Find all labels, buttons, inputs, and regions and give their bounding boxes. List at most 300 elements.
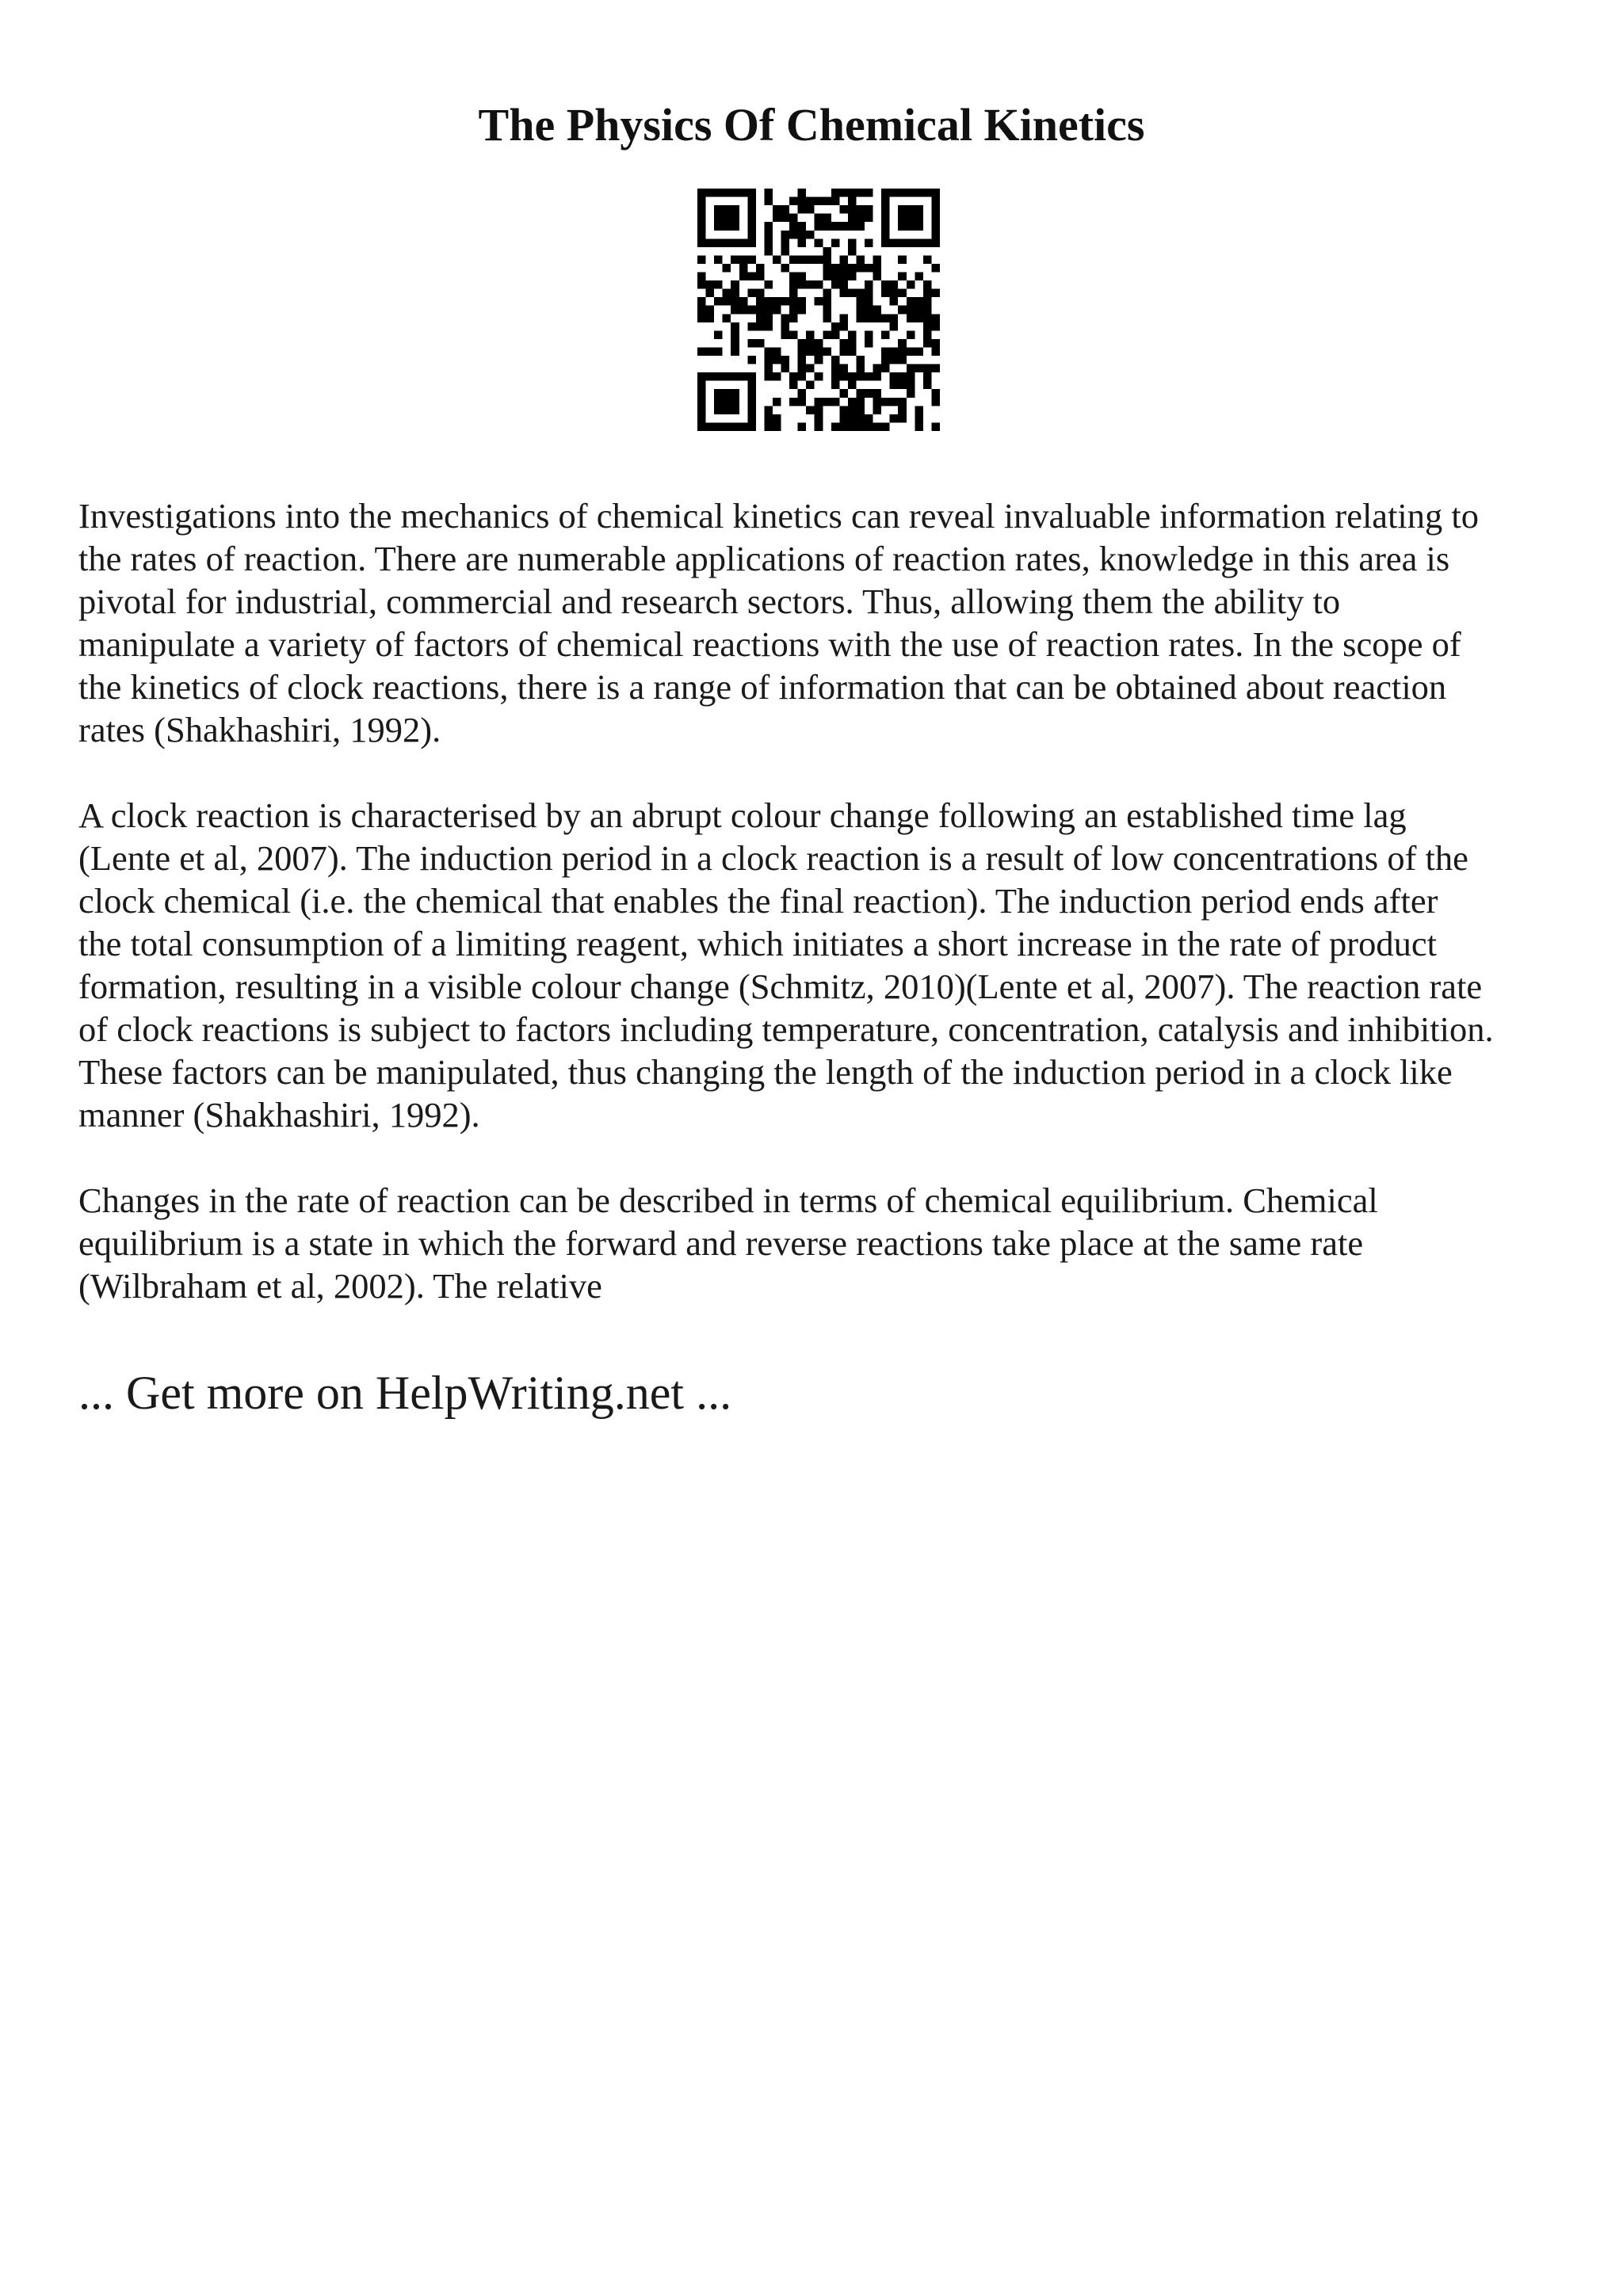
qr-module: [823, 273, 831, 281]
qr-module: [931, 222, 940, 231]
qr-module: [764, 197, 773, 206]
qr-module: [873, 264, 882, 273]
qr-module: [865, 214, 873, 223]
qr-module: [747, 205, 756, 214]
qr-module: [890, 289, 899, 298]
qr-module: [881, 347, 890, 356]
qr-module: [798, 297, 807, 306]
qr-module: [890, 314, 899, 322]
qr-module: [697, 381, 706, 390]
qr-module: [773, 414, 781, 423]
qr-module: [923, 238, 932, 247]
qr-module: [731, 205, 739, 214]
qr-module: [697, 297, 706, 306]
qr-module: [739, 238, 748, 247]
qr-module: [815, 214, 823, 223]
qr-module: [865, 306, 873, 315]
qr-module: [697, 214, 706, 223]
qr-module: [865, 330, 873, 339]
qr-module: [865, 314, 873, 322]
qr-module: [831, 322, 840, 331]
qr-module: [890, 414, 899, 423]
text-line: formation, resulting in a visible colour change (Schmitz, 2010)(Lente et al, 2007). The reaction rate: [78, 967, 1483, 1006]
qr-module: [773, 347, 781, 356]
qr-module: [931, 364, 940, 373]
text-line: These factors can be manipulated, thus changing the length of the induction period in a clock like: [78, 1052, 1453, 1092]
qr-module: [806, 330, 815, 339]
qr-module: [839, 347, 848, 356]
qr-module: [823, 255, 831, 264]
qr-module: [856, 297, 865, 306]
qr-module: [898, 289, 907, 298]
text-line: manipulate a variety of factors of chemical reactions with the use of reaction rates. In the scope of: [78, 624, 1461, 664]
qr-module: [714, 372, 723, 381]
qr-module: [764, 297, 773, 306]
qr-module: [773, 214, 781, 223]
qr-module: [907, 222, 915, 231]
qr-module: [865, 339, 873, 348]
qr-module: [898, 189, 907, 197]
qr-module: [890, 372, 899, 381]
qr-module: [865, 189, 873, 197]
qr-module: [815, 197, 823, 206]
qr-module: [931, 214, 940, 223]
qr-module: [723, 422, 731, 431]
qr-module: [789, 222, 798, 231]
qr-module: [898, 381, 907, 390]
qr-module: [731, 339, 739, 348]
qr-module: [706, 238, 715, 247]
get-more-link[interactable]: ... Get more on HelpWriting.net ...: [78, 1367, 732, 1419]
qr-module: [865, 297, 873, 306]
qr-module: [890, 347, 899, 356]
qr-module: [764, 414, 773, 423]
qr-module: [714, 330, 723, 339]
qr-module: [789, 398, 798, 406]
qr-module: [739, 306, 748, 315]
qr-module: [706, 347, 715, 356]
qr-module: [764, 280, 773, 289]
qr-module: [823, 347, 831, 356]
qr-module: [881, 197, 890, 206]
qr-module: [848, 238, 857, 247]
qr-module: [706, 189, 715, 197]
qr-module: [815, 372, 823, 381]
qr-module: [931, 314, 940, 322]
qr-module: [923, 297, 932, 306]
qr-module: [756, 322, 765, 331]
qr-module: [798, 273, 807, 281]
qr-module: [915, 347, 923, 356]
qr-module: [839, 264, 848, 273]
qr-module: [848, 398, 857, 406]
qr-module: [747, 339, 756, 348]
qr-module: [839, 339, 848, 348]
qr-module: [848, 330, 857, 339]
qr-module: [731, 289, 739, 298]
qr-module: [697, 422, 706, 431]
qr-module: [865, 264, 873, 273]
qr-module: [747, 273, 756, 281]
qr-module: [781, 322, 790, 331]
qr-module: [714, 398, 723, 406]
qr-module: [931, 189, 940, 197]
qr-module: [848, 289, 857, 298]
qr-module: [764, 356, 773, 364]
qr-module: [881, 214, 890, 223]
qr-module: [723, 389, 731, 398]
qr-module: [756, 273, 765, 281]
qr-module: [789, 306, 798, 315]
qr-module: [798, 339, 807, 348]
qr-module: [798, 347, 807, 356]
qr-module: [873, 422, 882, 431]
qr-module: [731, 297, 739, 306]
qr-module: [798, 389, 807, 398]
qr-module: [907, 314, 915, 322]
qr-module: [881, 422, 890, 431]
qr-module: [731, 389, 739, 398]
qr-module: [898, 238, 907, 247]
qr-module: [831, 238, 840, 247]
qr-module: [856, 422, 865, 431]
qr-module: [898, 414, 907, 423]
qr-module: [798, 205, 807, 214]
qr-module: [697, 255, 706, 264]
qr-module: [731, 222, 739, 231]
qr-module: [731, 280, 739, 289]
qr-module: [923, 339, 932, 348]
qr-module: [907, 238, 915, 247]
qr-module: [697, 238, 706, 247]
qr-module: [931, 289, 940, 298]
qr-module: [798, 356, 807, 364]
qr-module: [831, 372, 840, 381]
qr-module: [856, 364, 865, 373]
qr-module: [723, 314, 731, 322]
qr-module: [697, 306, 706, 315]
paragraph-3: [78, 1179, 1568, 1307]
qr-module: [881, 314, 890, 322]
qr-module: [697, 406, 706, 414]
document-title: The Physics Of Chemical Kinetics: [478, 99, 1145, 151]
qr-module: [823, 330, 831, 339]
qr-module: [723, 214, 731, 223]
qr-module: [781, 214, 790, 223]
qr-module: [714, 222, 723, 231]
qr-module: [873, 255, 882, 264]
qr-module: [881, 356, 890, 364]
qr-module: [873, 398, 882, 406]
qr-module: [815, 406, 823, 414]
qr-code-icon: [697, 189, 940, 431]
qr-module: [798, 231, 807, 239]
qr-module: [831, 197, 840, 206]
text-line: the total consumption of a limiting reagent, which initiates a short increase in the rate of product: [78, 924, 1437, 963]
qr-module: [798, 372, 807, 381]
qr-module: [823, 247, 831, 256]
qr-module: [723, 264, 731, 273]
qr-module: [907, 297, 915, 306]
qr-module: [723, 398, 731, 406]
qr-module: [815, 222, 823, 231]
qr-module: [923, 381, 932, 390]
qr-module: [839, 289, 848, 298]
qr-module: [848, 189, 857, 197]
qr-module: [815, 398, 823, 406]
qr-module: [881, 280, 890, 289]
qr-module: [931, 322, 940, 331]
qr-module: [890, 297, 899, 306]
qr-module: [773, 255, 781, 264]
qr-module: [714, 389, 723, 398]
qr-module: [831, 264, 840, 273]
qr-module: [856, 205, 865, 214]
qr-module: [747, 289, 756, 298]
qr-module: [781, 297, 790, 306]
qr-module: [697, 222, 706, 231]
qr-module: [723, 297, 731, 306]
qr-module: [923, 189, 932, 197]
qr-module: [789, 273, 798, 281]
qr-module: [831, 422, 840, 431]
qr-module: [756, 264, 765, 273]
qr-module: [831, 189, 840, 197]
qr-module: [764, 222, 773, 231]
qr-module: [831, 364, 840, 373]
qr-module: [781, 364, 790, 373]
qr-module: [806, 231, 815, 239]
qr-module: [931, 347, 940, 356]
qr-module: [789, 214, 798, 223]
qr-module: [781, 238, 790, 247]
qr-module: [865, 205, 873, 214]
qr-module: [848, 414, 857, 423]
qr-module: [848, 347, 857, 356]
qr-module: [915, 273, 923, 281]
qr-module: [898, 205, 907, 214]
qr-module: [798, 222, 807, 231]
qr-module: [815, 347, 823, 356]
qr-module: [890, 189, 899, 197]
qr-module: [923, 372, 932, 381]
qr-module: [848, 372, 857, 381]
qr-module: [747, 189, 756, 197]
qr-module: [764, 189, 773, 197]
text-line: clock chemical (i.e. the chemical that enables the final reaction). The induction period ends after: [78, 881, 1438, 921]
qr-module: [706, 289, 715, 298]
qr-module: [856, 356, 865, 364]
qr-module: [856, 406, 865, 414]
qr-module: [839, 322, 848, 331]
qr-module: [856, 372, 865, 381]
qr-module: [789, 289, 798, 298]
qr-module: [831, 398, 840, 406]
qr-module: [839, 422, 848, 431]
qr-module: [831, 381, 840, 390]
qr-module: [747, 389, 756, 398]
qr-module: [731, 406, 739, 414]
text-line: equilibrium is a state in which the forward and reverse reactions take place at the same rate: [78, 1223, 1364, 1263]
qr-module: [907, 347, 915, 356]
qr-module: [731, 330, 739, 339]
article-body: [78, 494, 1568, 1350]
qr-module: [781, 314, 790, 322]
qr-module: [781, 231, 790, 239]
qr-module: [773, 356, 781, 364]
qr-module: [789, 372, 798, 381]
qr-module: [931, 339, 940, 348]
qr-module: [815, 422, 823, 431]
qr-module: [714, 255, 723, 264]
qr-module: [915, 222, 923, 231]
qr-module: [747, 414, 756, 423]
qr-module: [697, 197, 706, 206]
qr-module: [898, 398, 907, 406]
qr-module: [856, 214, 865, 223]
qr-module: [773, 422, 781, 431]
qr-module: [839, 205, 848, 214]
qr-module: [931, 398, 940, 406]
qr-module: [848, 214, 857, 223]
qr-module: [890, 238, 899, 247]
text-line: Changes in the rate of reaction can be described in terms of chemical equilibrium. Chemical: [78, 1180, 1378, 1220]
text-line: (Wilbraham et al, 2002). The relative: [78, 1266, 602, 1306]
qr-module: [923, 330, 932, 339]
qr-module: [931, 238, 940, 247]
qr-module: [714, 347, 723, 356]
qr-module: [898, 306, 907, 315]
qr-module: [731, 347, 739, 356]
qr-module: [831, 330, 840, 339]
qr-module: [747, 398, 756, 406]
qr-module: [781, 205, 790, 214]
qr-module: [923, 364, 932, 373]
qr-module: [739, 422, 748, 431]
qr-module: [764, 238, 773, 247]
qr-module: [747, 238, 756, 247]
qr-module: [781, 264, 790, 273]
text-line: the kinetics of clock reactions, there is a range of information that can be obtained about reaction: [78, 667, 1447, 707]
qr-module: [723, 406, 731, 414]
qr-module: [823, 197, 831, 206]
qr-module: [907, 364, 915, 373]
qr-module: [756, 297, 765, 306]
qr-module: [781, 330, 790, 339]
qr-module: [907, 330, 915, 339]
qr-module: [848, 381, 857, 390]
qr-module: [706, 314, 715, 322]
qr-module: [873, 372, 882, 381]
qr-module: [865, 422, 873, 431]
paragraph-1: [78, 494, 1568, 751]
qr-module: [798, 189, 807, 197]
qr-module: [773, 372, 781, 381]
qr-module: [714, 189, 723, 197]
qr-module: [839, 414, 848, 423]
qr-module: [697, 347, 706, 356]
qr-module: [806, 339, 815, 348]
qr-module: [798, 364, 807, 373]
qr-module: [806, 205, 815, 214]
qr-module: [907, 280, 915, 289]
qr-module: [697, 414, 706, 423]
qr-module: [831, 280, 840, 289]
qr-module: [898, 214, 907, 223]
qr-module: [789, 381, 798, 390]
qr-module: [764, 372, 773, 381]
qr-module: [907, 306, 915, 315]
qr-module: [739, 189, 748, 197]
qr-module: [789, 197, 798, 206]
qr-module: [697, 273, 706, 281]
qr-module: [873, 389, 882, 398]
qr-module: [723, 222, 731, 231]
qr-module: [706, 306, 715, 315]
qr-module: [881, 330, 890, 339]
qr-module: [915, 238, 923, 247]
qr-module: [764, 406, 773, 414]
qr-module: [839, 372, 848, 381]
qr-module: [815, 414, 823, 423]
qr-module: [806, 347, 815, 356]
qr-module: [697, 314, 706, 322]
qr-module: [756, 314, 765, 322]
qr-module: [739, 264, 748, 273]
qr-module: [839, 389, 848, 398]
qr-module: [907, 372, 915, 381]
qr-module: [848, 339, 857, 348]
qr-module: [839, 222, 848, 231]
qr-module: [773, 297, 781, 306]
qr-module: [839, 406, 848, 414]
qr-module: [731, 422, 739, 431]
qr-module: [865, 289, 873, 298]
qr-module: [907, 214, 915, 223]
text-line: (Lente et al, 2007). The induction period in a clock reaction is a result of low concentrations of the: [78, 838, 1468, 878]
qr-module: [798, 238, 807, 247]
qr-module: [714, 214, 723, 223]
qr-module: [739, 255, 748, 264]
qr-module: [856, 264, 865, 273]
qr-module: [714, 422, 723, 431]
qr-module: [789, 255, 798, 264]
qr-module: [739, 372, 748, 381]
qr-module: [764, 322, 773, 331]
qr-module: [706, 372, 715, 381]
qr-module: [823, 264, 831, 273]
qr-module: [915, 414, 923, 423]
qr-module: [839, 273, 848, 281]
qr-module: [923, 314, 932, 322]
qr-module: [747, 255, 756, 264]
qr-module: [931, 422, 940, 431]
qr-module: [806, 364, 815, 373]
qr-module: [764, 347, 773, 356]
qr-module: [697, 389, 706, 398]
qr-module: [798, 255, 807, 264]
qr-module: [823, 306, 831, 315]
qr-module: [848, 197, 857, 206]
qr-module: [881, 231, 890, 239]
qr-module: [898, 273, 907, 281]
qr-module: [923, 322, 932, 331]
qr-module: [798, 197, 807, 206]
qr-module: [747, 214, 756, 223]
qr-module: [931, 197, 940, 206]
qr-module: [714, 238, 723, 247]
qr-module: [723, 205, 731, 214]
